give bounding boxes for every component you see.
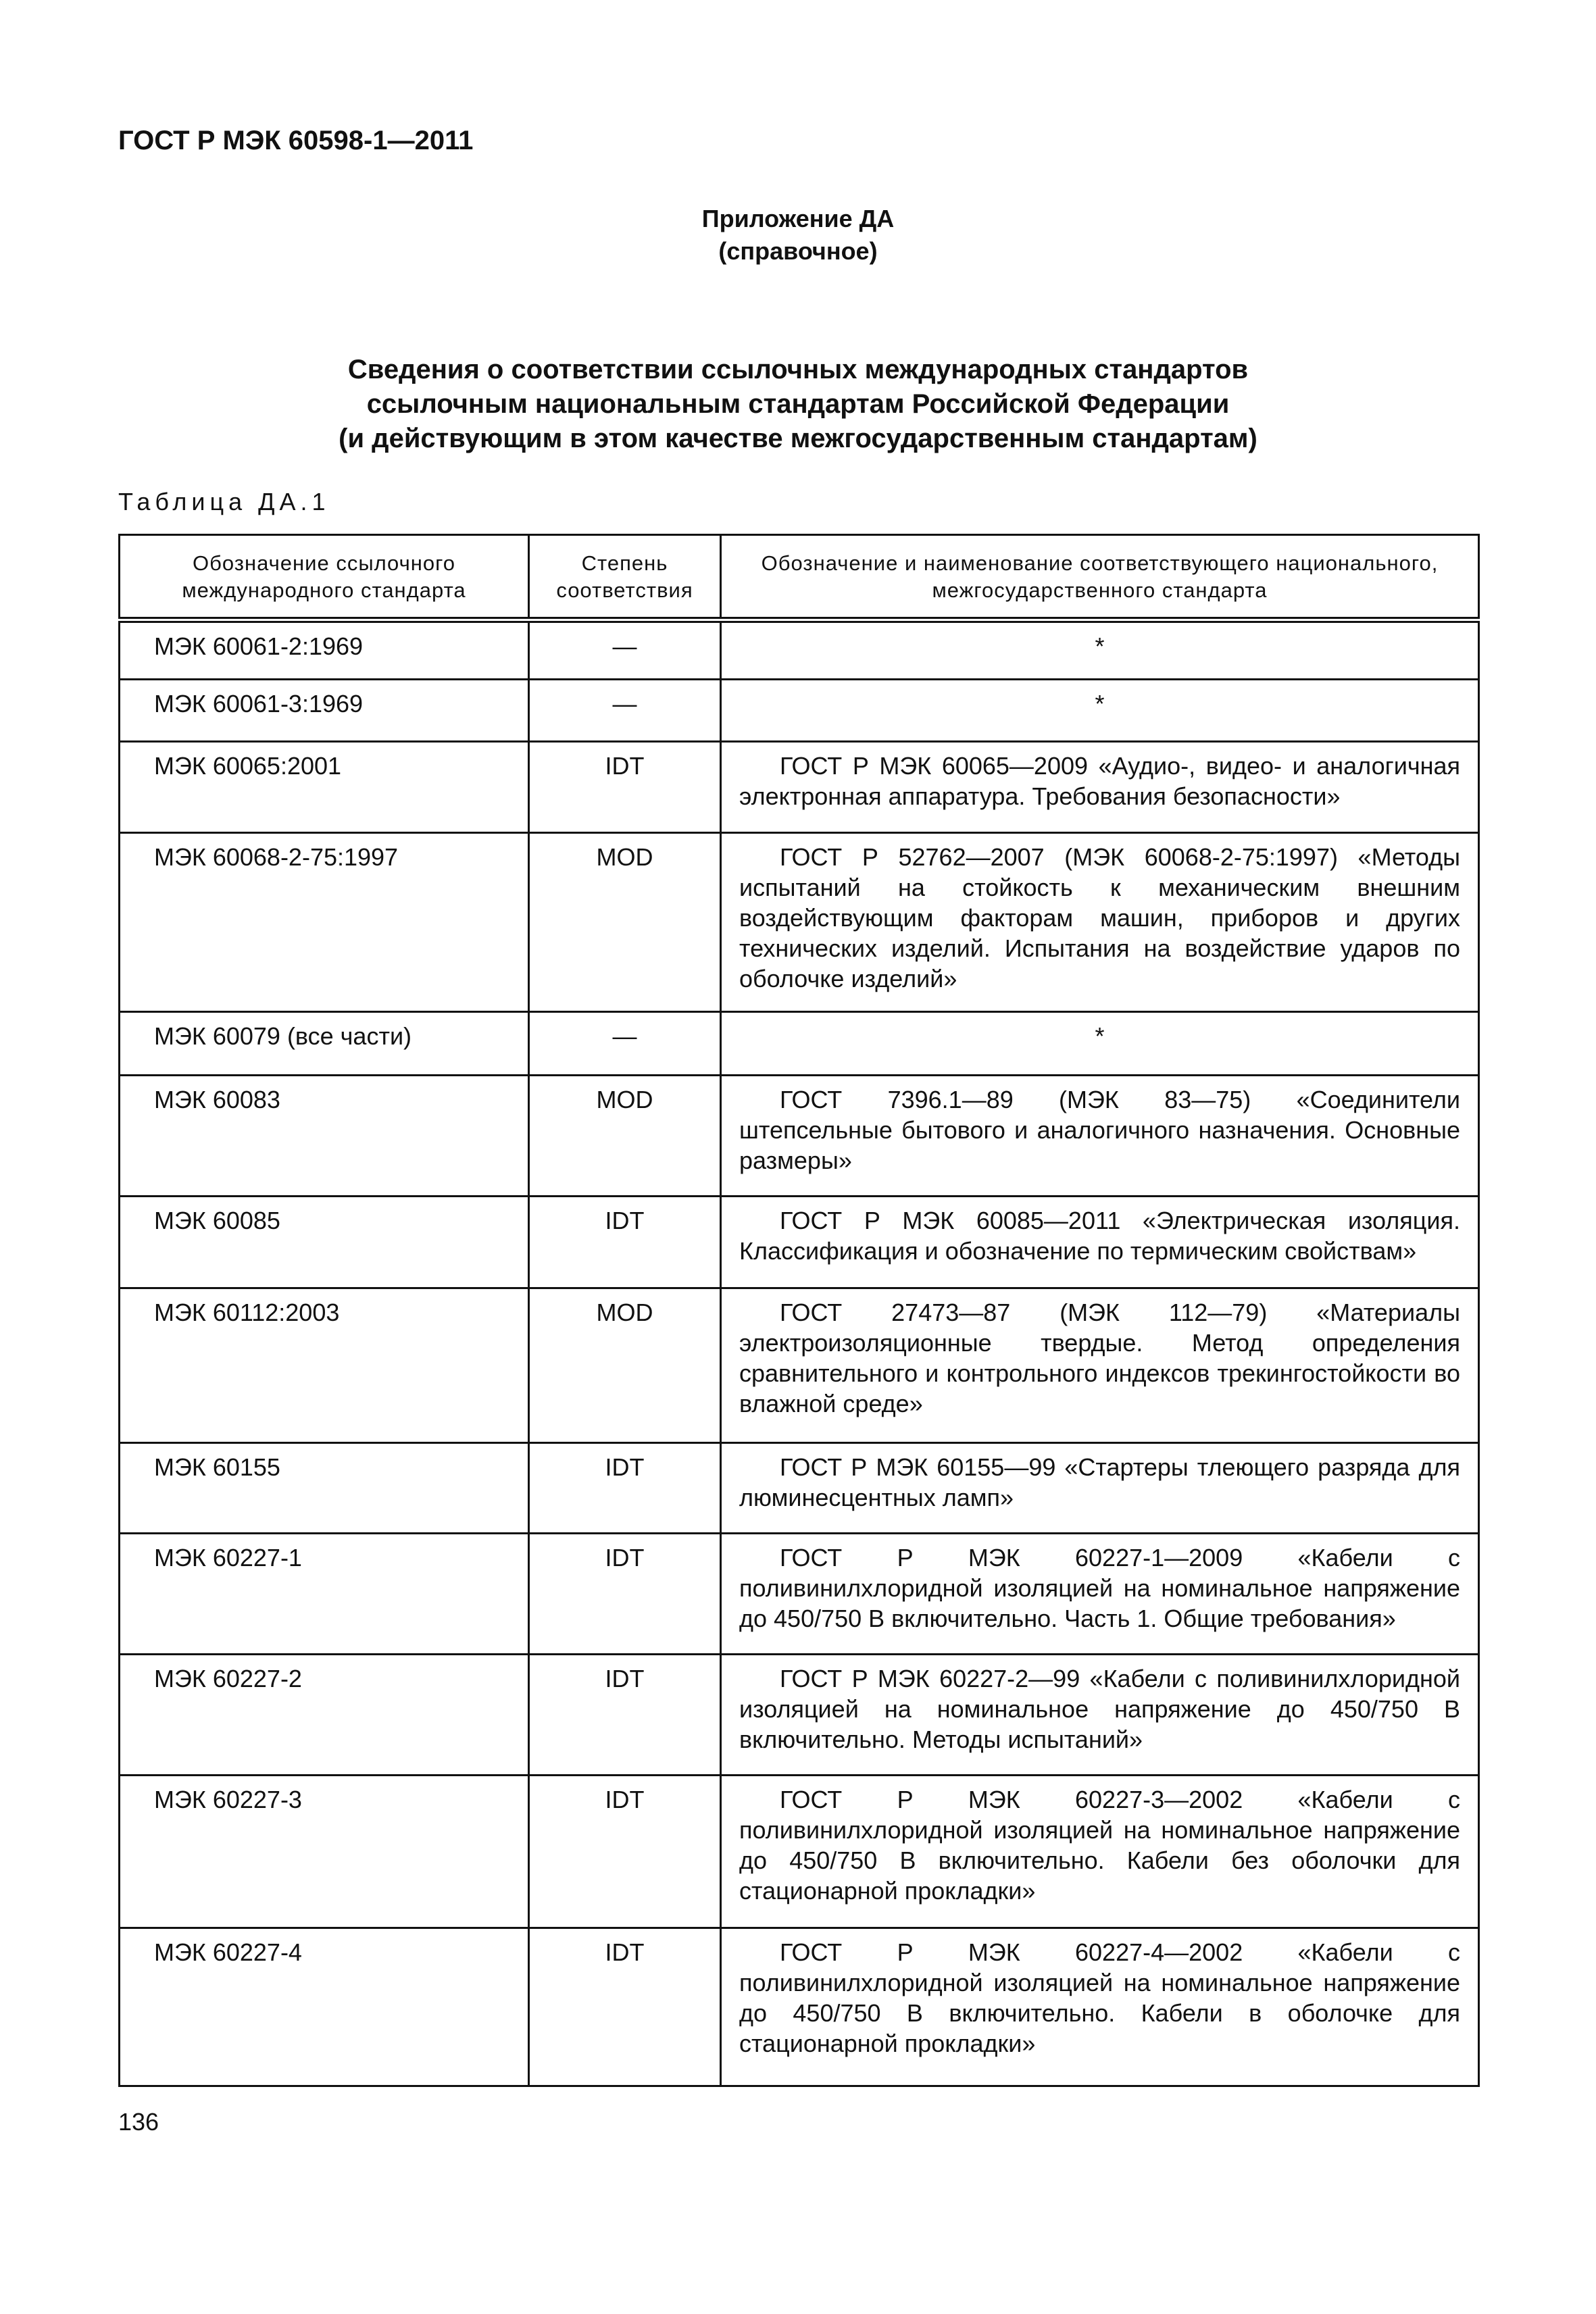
national-standard-text: ГОСТ Р МЭК 60227-3—2002 «Кабели с поливинилхлоридной изоляцией на номинальное напряжение до 450/750 В включительно. Кабели без оболочки для стационарной прокладки» [739, 1786, 1460, 1905]
national-standard-text: ГОСТ Р МЭК 60227-2—99 «Кабели с поливинилхлоридной изоляцией на номинальное напряжение до 450/750 В включительно. Методы испытаний» [739, 1665, 1460, 1753]
international-standard-cell: МЭК 60227-2 [120, 1655, 529, 1776]
national-standard-text: * [1095, 632, 1105, 660]
table-row [120, 833, 1479, 1012]
degree-cell: MOD [529, 833, 721, 1012]
national-standard-text: ГОСТ 7396.1—89 (МЭК 83—75) «Соединители штепсельные бытового и аналогичного назначения. Основные размеры» [739, 1086, 1460, 1174]
annex-heading [0, 203, 1596, 268]
degree-cell: — [529, 1012, 721, 1076]
column-header-national: Обозначение и наименование соответствующего национального, межгосударственного стандарта [721, 535, 1479, 620]
national-standard-cell [721, 1443, 1479, 1534]
degree-cell: IDT [529, 1197, 721, 1288]
national-standard-cell [721, 1776, 1479, 1928]
national-standard-text: ГОСТ Р 52762—2007 (МЭК 60068-2-75:1997) «Методы испытаний на стойкость к механическим внешним воздействующим факторам машин, приборов и других технических изделий. Испытания на воздействие ударов по оболочке изделий» [739, 843, 1460, 992]
international-standard-cell: МЭК 60227-1 [120, 1534, 529, 1655]
international-standard-cell: МЭК 60083 [120, 1076, 529, 1197]
national-standard-cell [721, 680, 1479, 742]
column-header-degree: Степень соответствия [529, 535, 721, 620]
document-code: ГОСТ Р МЭК 60598-1—2011 [118, 126, 474, 155]
table-body [120, 620, 1479, 2086]
degree-cell: IDT [529, 1655, 721, 1776]
national-standard-cell [721, 742, 1479, 833]
degree-cell: — [529, 680, 721, 742]
table-row [120, 1776, 1479, 1928]
degree-cell: MOD [529, 1288, 721, 1443]
title-line: (и действующим в этом качестве межгосударственным стандартам) [339, 424, 1257, 453]
degree-cell: MOD [529, 1076, 721, 1197]
degree-cell: — [529, 620, 721, 680]
table-row [120, 1655, 1479, 1776]
table-row [120, 742, 1479, 833]
international-standard-cell: МЭК 60155 [120, 1443, 529, 1534]
international-standard-cell: МЭК 60227-3 [120, 1776, 529, 1928]
degree-cell: IDT [529, 742, 721, 833]
national-standard-text: ГОСТ Р МЭК 60065—2009 «Аудио-, видео- и аналогичная электронная аппаратура. Требования безопасности» [739, 752, 1460, 810]
table-label: Таблица ДА.1 [118, 488, 330, 515]
national-standard-cell [721, 1197, 1479, 1288]
annex-title: Приложение ДА [701, 205, 895, 232]
table-row [120, 1534, 1479, 1655]
table-row [120, 680, 1479, 742]
national-standard-text: ГОСТ Р МЭК 60155—99 «Стартеры тлеющего разряда для люминесцентных ламп» [739, 1453, 1460, 1511]
national-standard-cell [721, 1076, 1479, 1197]
degree-cell: IDT [529, 1443, 721, 1534]
national-standard-cell [721, 1534, 1479, 1655]
international-standard-cell: МЭК 60079 (все части) [120, 1012, 529, 1076]
national-standard-cell [721, 1928, 1479, 2086]
section-title [0, 353, 1596, 456]
title-line: ссылочным национальным стандартам Российской Федерации [366, 389, 1230, 419]
international-standard-cell: МЭК 60112:2003 [120, 1288, 529, 1443]
international-standard-cell: МЭК 60085 [120, 1197, 529, 1288]
degree-cell: IDT [529, 1928, 721, 2086]
international-standard-cell: МЭК 60068-2-75:1997 [120, 833, 529, 1012]
table-row [120, 1076, 1479, 1197]
international-standard-cell: МЭК 60061-3:1969 [120, 680, 529, 742]
national-standard-cell [721, 1655, 1479, 1776]
degree-cell: IDT [529, 1534, 721, 1655]
national-standard-text: ГОСТ Р МЭК 60085—2011 «Электрическая изоляция. Классификация и обозначение по термическим свойствам» [739, 1207, 1460, 1265]
national-standard-cell [721, 833, 1479, 1012]
table-header-row [120, 535, 1479, 620]
table-row [120, 1443, 1479, 1534]
national-standard-text: * [1095, 1022, 1105, 1050]
table-row [120, 620, 1479, 680]
national-standard-text: ГОСТ Р МЭК 60227-1—2009 «Кабели с поливинилхлоридной изоляцией на номинальное напряжение до 450/750 В включительно. Часть 1. Общие требования» [739, 1544, 1460, 1632]
degree-cell: IDT [529, 1776, 721, 1928]
table-row [120, 1928, 1479, 2086]
annex-subtitle: (справочное) [718, 237, 878, 265]
title-line: Сведения о соответствии ссылочных международных стандартов [347, 355, 1249, 384]
national-standard-cell [721, 1012, 1479, 1076]
table-row [120, 1288, 1479, 1443]
table-row [120, 1012, 1479, 1076]
international-standard-cell: МЭК 60061-2:1969 [120, 620, 529, 680]
standards-table [118, 534, 1480, 2087]
table-row [120, 1197, 1479, 1288]
column-header-international: Обозначение ссылочного международного стандарта [120, 535, 529, 620]
national-standard-text: ГОСТ 27473—87 (МЭК 112—79) «Материалы электроизоляционные твердые. Метод определения сравнительного и контрольного индексов трекингостойкости во влажной среде» [739, 1299, 1460, 1417]
national-standard-cell [721, 1288, 1479, 1443]
national-standard-text: ГОСТ Р МЭК 60227-4—2002 «Кабели с поливинилхлоридной изоляцией на номинальное напряжение до 450/750 В включительно. Кабели в оболочке для стационарной прокладки» [739, 1938, 1460, 2057]
international-standard-cell: МЭК 60227-4 [120, 1928, 529, 2086]
national-standard-text: * [1095, 690, 1105, 718]
national-standard-cell [721, 620, 1479, 680]
page-number: 136 [118, 2108, 159, 2136]
international-standard-cell: МЭК 60065:2001 [120, 742, 529, 833]
